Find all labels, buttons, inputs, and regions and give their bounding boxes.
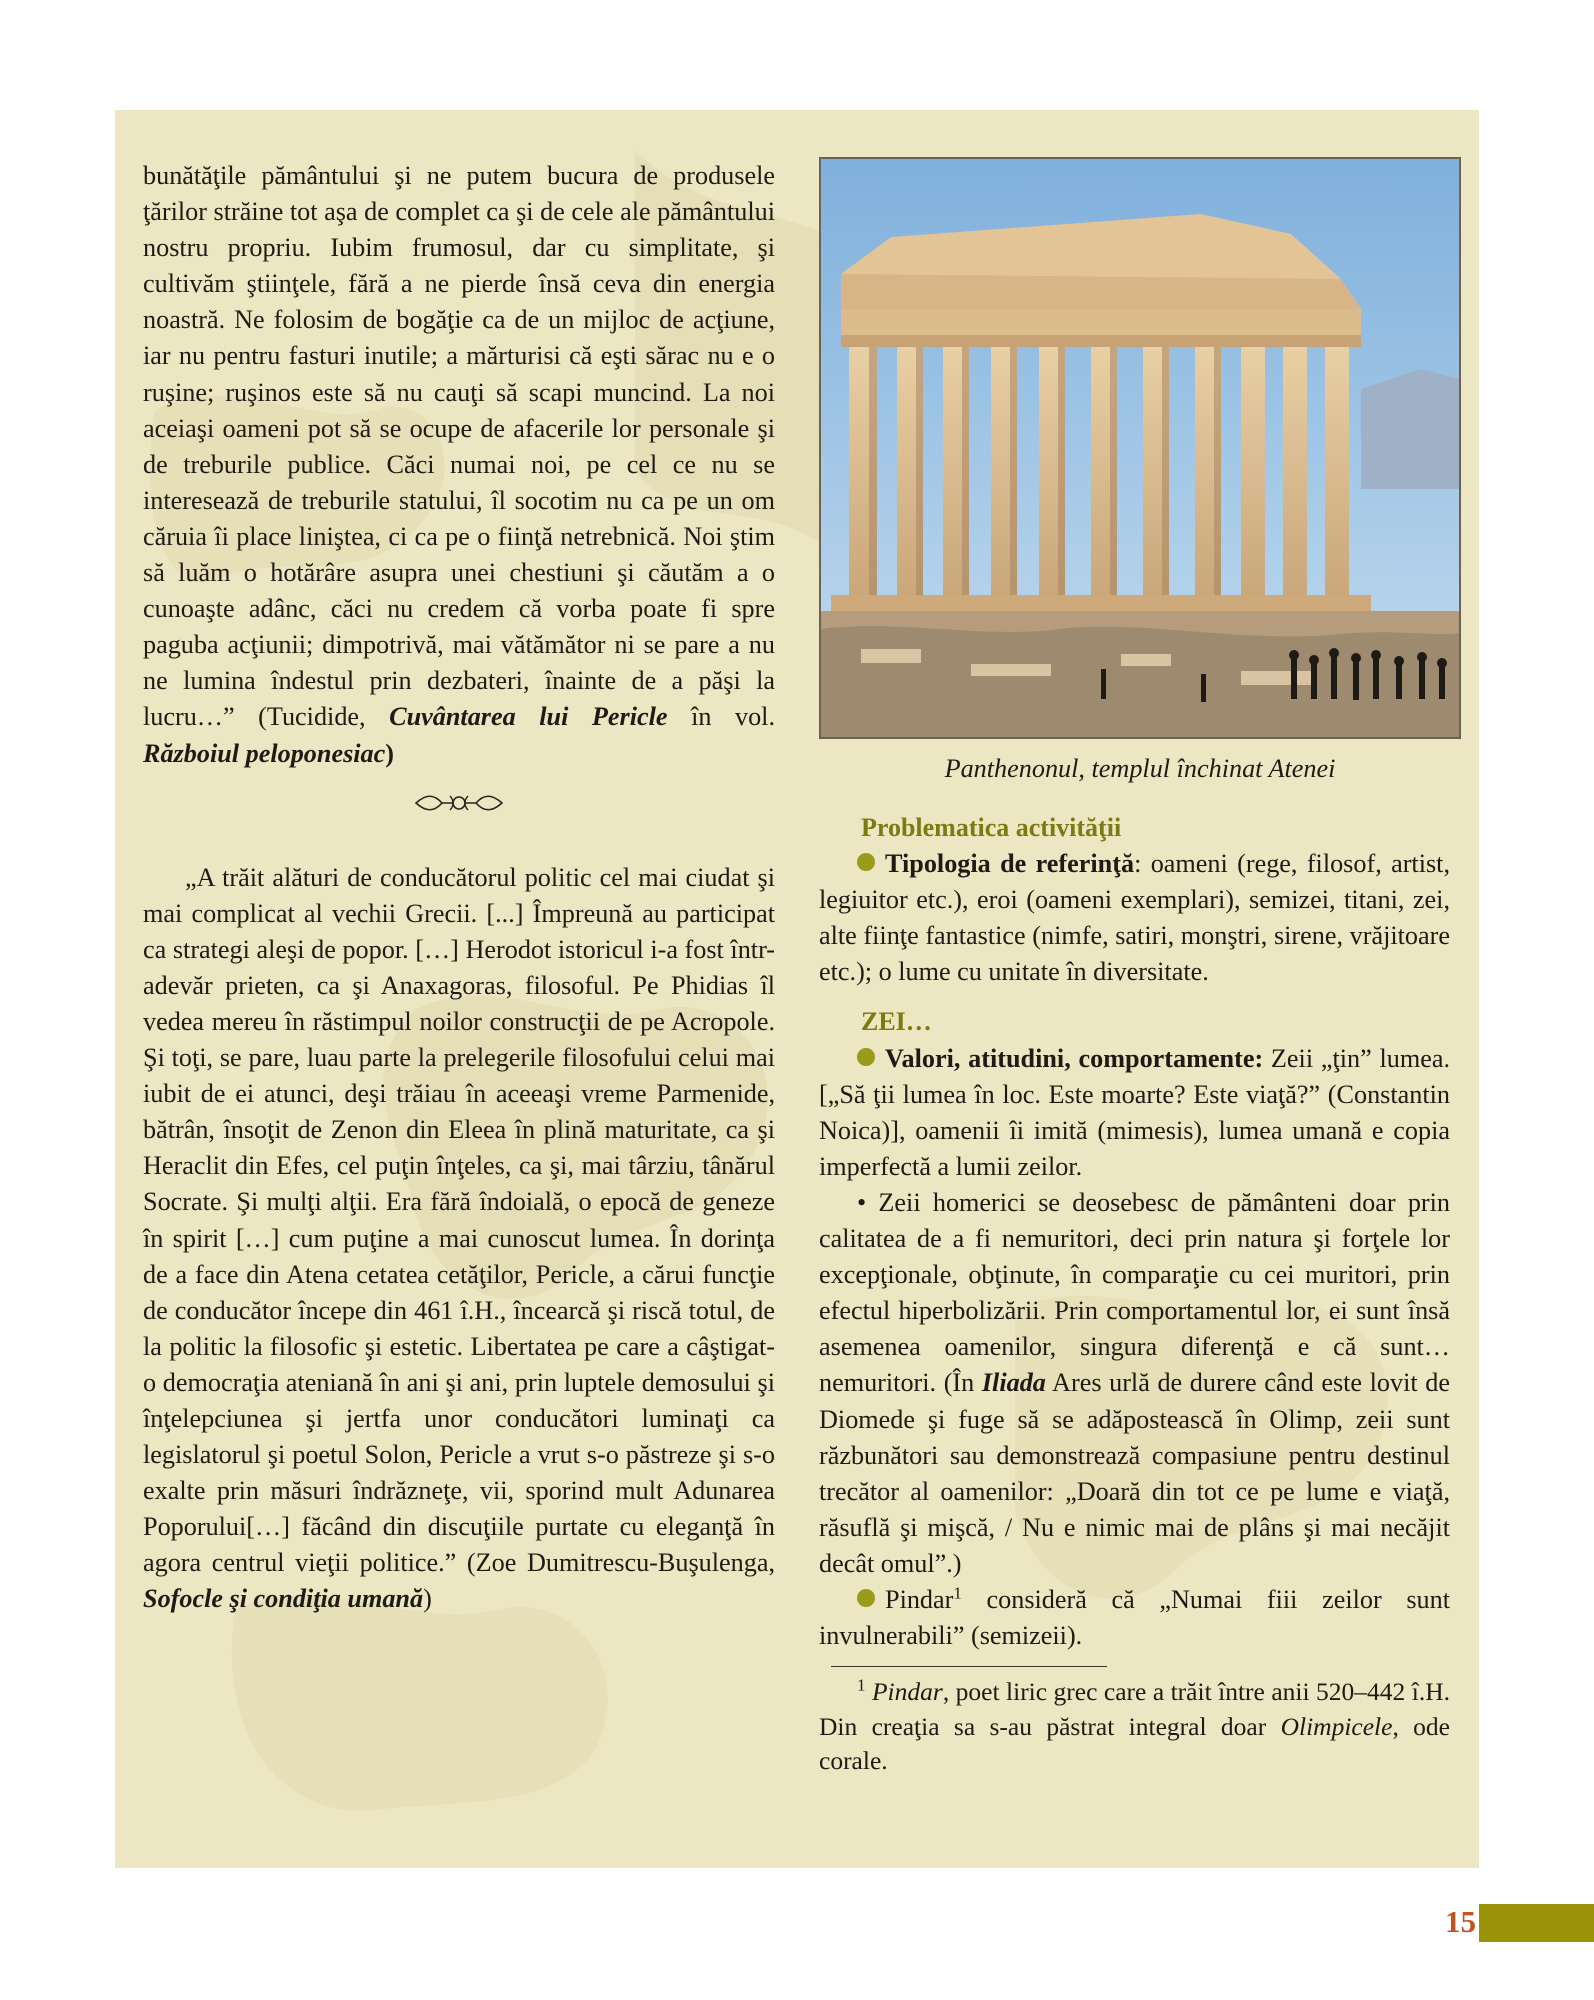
quote-text: ) <box>385 738 394 768</box>
dumitrescu-quote-paragraph <box>143 860 775 1618</box>
pericle-quote-paragraph <box>143 158 775 772</box>
footnote-marker: 1 <box>857 1675 866 1695</box>
page-number: 15 <box>1445 1904 1476 1939</box>
paragraph-text: Zeii „ţin” lumea. [„Să ţii lumea în loc. Este moarte? Este viaţă?” (Constantin Noica)], oamenii îi imită (mimesis), lumea umană e copia imperfectă a lumii zeilor. <box>819 1043 1450 1181</box>
tipologia-paragraph <box>819 846 1450 990</box>
parthenon-photo <box>819 157 1461 739</box>
work-title: Războiul peloponesiac <box>143 738 386 768</box>
work-title: Cuvântarea lui Pericle <box>389 702 668 732</box>
paragraph-text: : oameni (rege, filosof, artist, legiuitor etc.), eroi (oameni exemplari), semizei, titani, zei, alte fiinţe fantastice (nimfe, satiri, monştri, sirene, vrăjitoare etc.); o lume cu unitate în diversitate. <box>819 849 1451 987</box>
bullet-icon <box>857 1589 875 1607</box>
footnote <box>819 1675 1450 1779</box>
quote-text: ) <box>423 1584 432 1614</box>
quote-text: bunătăţile pământului şi ne putem bucura de produsele ţărilor străine tot aşa de complet ca şi de cele ale pământului nostru propriu. Iubim frumosul, dar cu simplitate, şi cultivăm ştiinţele, fără a ne pierde însă ceva din energia noastră. Ne folosim de bogăţie ca de un mijloc de acţiune, iar nu pentru fasturi inutile; a mărturisi că eşti sărac nu e o ruşine; ruşinos este să nu cauţi să scapi muncind. La noi aceiaşi oameni pot să se ocupe de afacerile lor personale şi de treburile publice. Căci numai noi, pe cel ce nu se interesează de treburile statului, îl socotim nu ca pe un om căruia îi place liniştea, ci ca pe o fiinţă netrebnică. Noi ştim să luăm o hotărâre asupra unei chestiuni şi căutăm a o cunoaşte adânc, căci nu credem că vorba poate fi spre paguba acţiunii; dimpotrivă, mai vătămător ni se pare a nu ne lumina îndestul prin dezbateri, înainte de a păşi la lucru…” (Tucidide, <box>143 161 775 732</box>
term-label: Valori, atitudini, comportamente: <box>885 1043 1264 1073</box>
quote-text: „A trăit alături de conducătorul politic cel mai ciudat şi mai complicat al vechii Grecii. [...] Împreună au participat ca strategi aleşi de popor. […] Herodot istoricul i-a fost într-adevăr prieten, ca şi Anaxagoras, filosoful. Pe Phidias îl vedea mereu în răstimpul noilor construcţii de pe Acropole. Şi toţi, se pare, luau parte la prelegerile filosofului celui mai iubit de ei atunci, deşi trăiau în aceeaşi vreme Parmenide, bătrân, însoţit de Zenon din Eleea în plină maturitate, ca şi Heraclit din Efes, cel puţin înţeles, ca şi, mai târziu, tânărul Socrate. Şi mulţi alţii. Era fără îndoială, o epocă de geneze în spirit […] cum puţine a mai cunoscut lumea. În dorinţa de a face din Atena cetatea cetăţilor, Pericle, a cărui funcţie de conducător începe din 461 î.H., încearcă şi riscă totul, de la politic la filosofic şi estetic. Libertatea pe care a câştigat-o democraţia ateniană în ani şi ani, prin luptele demosului şi înţelepciunea şi jertfa unor conducători luminaţi ca legislatorul şi poetul Solon, Pericle a vrut s-o păstreze şi s-o exalte prin măsuri îndrăzneţe, vii, sporind mult Adunarea Poporului[…] făcând din discuţiile purtate cu eleganţă în agora centrul vieţii politice.” (Zoe Dumitrescu-Buşulenga, <box>143 862 775 1578</box>
footnote-marker: 1 <box>953 1583 962 1603</box>
footnote-text: , ode corale. <box>819 1711 1450 1776</box>
zeii-homerici-paragraph <box>819 1185 1450 1582</box>
term-label: Tipologia de referinţă <box>885 849 1135 879</box>
right-text-column <box>819 810 1450 1779</box>
ornament-flourish-icon <box>414 792 504 814</box>
bullet-icon <box>857 853 875 871</box>
valori-paragraph <box>819 1041 1450 1185</box>
work-title: Iliada <box>981 1368 1046 1398</box>
bullet-icon <box>857 1048 875 1066</box>
page-number-bar <box>1479 1904 1594 1942</box>
footnote-text: Pindar <box>871 1677 943 1707</box>
pindar-paragraph <box>819 1582 1450 1654</box>
footnote-divider <box>831 1666 1107 1667</box>
section-heading: ZEI… <box>861 1007 932 1037</box>
paragraph-text: Ares urlă de durere când este lovit de Diomede şi fuge să se adăpostească în Olimp, zeii sunt răzbunători sau demonstrează compasiune pentru destinul trecător al oamenilor: „Doară din tot ce pe lume e viaţă, răsuflă şi mişcă, / Nu e nimic mai de plâns şi mai necăjit decât omul”.) <box>819 1368 1451 1578</box>
left-text-column <box>143 158 775 1618</box>
photo-caption: Panthenonul, templul închinat Atenei <box>944 754 1336 783</box>
paragraph-text: Pindar <box>885 1584 954 1614</box>
paragraph-text: • Zeii homerici se deosebesc de pământeni doar prin calitatea de a fi nemuritori, deci prin natura şi forţele lor excepţionale, obţinute, în comparaţie cu cei muritori, prin efectul hiperbolizării. Prin comportamentul lor, ei sunt însă asemenea oamenilor, singura diferenţă e că sunt… nemuritori. (În <box>819 1187 1450 1398</box>
quote-text: în vol. <box>667 702 775 732</box>
section-heading: Problematica activităţii <box>861 813 1122 842</box>
work-title: Sofocle şi condiţia umană <box>143 1584 424 1614</box>
paragraph-text: consideră că „Numai fiii zeilor sunt invulnerabili” (semizeii). <box>819 1584 1450 1651</box>
footnote-text: Olimpicele <box>1280 1711 1393 1741</box>
footnote-text: , poet liric grec care a trăit între anii 520–442 î.H. Din creaţia sa s-au păstrat integral doar <box>819 1677 1451 1741</box>
